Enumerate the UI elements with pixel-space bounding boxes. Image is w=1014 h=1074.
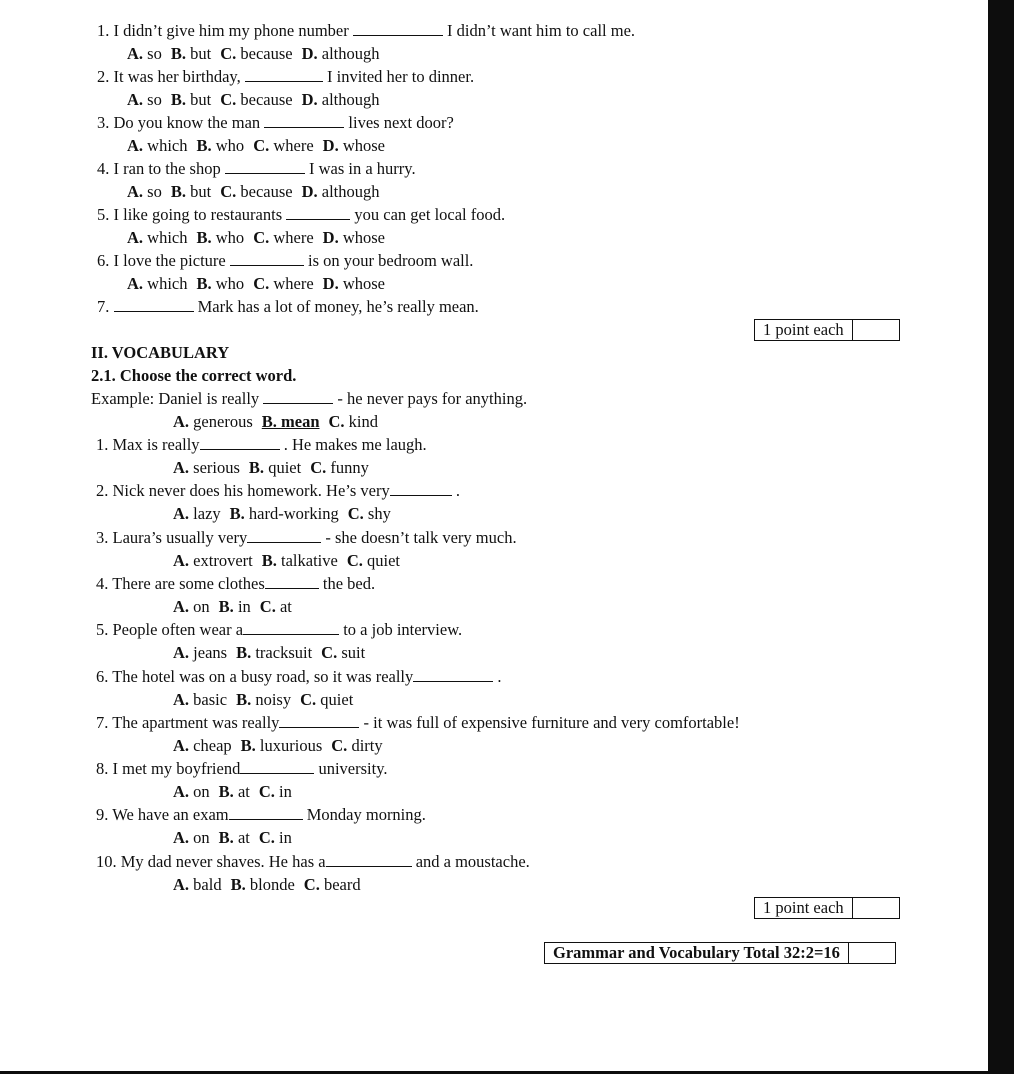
question-number: 1.: [96, 435, 109, 454]
vocabulary-subheading: 2.1. Choose the correct word.: [91, 366, 297, 385]
option-text: hard-working: [248, 504, 339, 524]
option-letter: A.: [127, 44, 144, 63]
vocabulary-question: [96, 481, 460, 501]
question-text: It was her birthday,: [113, 67, 241, 86]
answer-option[interactable]: [127, 44, 162, 63]
question-number: 2.: [97, 67, 110, 86]
question-text: I met my boyfriend: [112, 759, 241, 779]
options-row: [173, 736, 392, 756]
answer-option[interactable]: [347, 551, 400, 570]
grammar-question: [97, 159, 416, 179]
example-text: Example: Daniel is really: [91, 389, 260, 408]
answer-option[interactable]: [323, 136, 385, 155]
option-text: basic: [193, 689, 228, 709]
option-text: whose: [342, 136, 386, 155]
answer-blank[interactable]: [230, 252, 304, 266]
option-text: kind: [348, 412, 379, 431]
option-letter: B.: [196, 136, 212, 155]
answer-option[interactable]: [173, 412, 253, 431]
answer-option[interactable]: [236, 690, 291, 709]
vocabulary-score-box: [754, 897, 900, 919]
answer-option[interactable]: [173, 643, 227, 662]
option-letter: A.: [173, 689, 190, 709]
answer-option[interactable]: [302, 44, 380, 63]
answer-option[interactable]: [321, 643, 365, 662]
option-letter: A.: [173, 458, 190, 477]
answer-option[interactable]: [173, 828, 210, 847]
answer-option[interactable]: [220, 90, 292, 109]
option-text: although: [321, 44, 380, 63]
answer-option[interactable]: [259, 828, 292, 847]
option-text: where: [273, 136, 314, 155]
total-label: Grammar and Vocabulary Total 32:2=16: [545, 943, 849, 963]
option-letter: C.: [253, 274, 270, 293]
option-text: cheap: [193, 735, 232, 755]
score-label: 1 point each: [755, 320, 853, 340]
options-row: [173, 597, 301, 617]
option-text: funny: [330, 458, 369, 477]
option-letter: A.: [173, 735, 190, 755]
option-letter: C.: [253, 136, 270, 155]
option-letter: D.: [301, 90, 318, 109]
answer-option[interactable]: [249, 458, 301, 477]
question-number: 2.: [96, 481, 109, 501]
option-letter: B.: [218, 782, 234, 802]
answer-option[interactable]: [253, 274, 313, 293]
question-text: - it was full of expensive furniture and very comfortable!: [363, 712, 740, 732]
option-text: who: [215, 228, 245, 247]
answer-option[interactable]: [220, 44, 292, 63]
grammar-question: [97, 113, 454, 133]
answer-option[interactable]: [241, 736, 323, 755]
answer-option[interactable]: [236, 643, 312, 662]
question-number: 7.: [96, 712, 109, 732]
option-text: tracksuit: [255, 643, 313, 663]
option-letter: D.: [322, 228, 339, 247]
answer-blank[interactable]: [413, 668, 493, 682]
option-text: in: [279, 782, 292, 802]
answer-option[interactable]: [323, 274, 385, 293]
option-letter: A.: [127, 136, 144, 155]
question-text: Max is really: [112, 435, 200, 454]
option-text: quiet: [320, 689, 354, 709]
option-letter: A.: [127, 182, 144, 201]
option-letter: B.: [218, 828, 234, 848]
answer-option[interactable]: [310, 458, 369, 477]
options-row: [173, 504, 400, 524]
options-row: [127, 44, 389, 64]
answer-option[interactable]: [171, 44, 211, 63]
option-letter: C.: [300, 689, 317, 709]
answer-option[interactable]: [329, 412, 379, 431]
answer-option[interactable]: [304, 875, 361, 894]
answer-blank[interactable]: [265, 575, 319, 589]
grammar-question: [97, 297, 479, 317]
answer-option[interactable]: [219, 782, 250, 801]
answer-blank[interactable]: [286, 206, 350, 220]
option-text: suit: [341, 643, 366, 663]
option-letter: C.: [328, 412, 345, 431]
question-text: The apartment was really: [112, 712, 280, 732]
question-text: Do you know the man: [113, 113, 261, 132]
option-letter: C.: [310, 458, 327, 477]
answer-option[interactable]: [219, 597, 251, 616]
answer-option[interactable]: [230, 504, 339, 523]
question-text: you can get local food.: [354, 205, 506, 224]
answer-option[interactable]: [171, 90, 211, 109]
option-text: at: [279, 596, 292, 616]
example-question: [91, 389, 527, 409]
vocabulary-question: [96, 435, 427, 455]
option-letter: C.: [321, 643, 338, 663]
option-text: bald: [193, 874, 222, 894]
options-row: [173, 828, 301, 848]
vocabulary-question: [96, 667, 502, 687]
answer-blank[interactable]: [229, 806, 303, 820]
question-text: I invited her to dinner.: [326, 67, 475, 86]
grammar-score-box: [754, 319, 900, 341]
question-number: 4.: [96, 573, 109, 593]
option-letter: B.: [218, 596, 234, 616]
option-letter: B. mean: [261, 412, 320, 431]
options-row: [127, 228, 394, 248]
question-text: My dad never shaves. He has a: [120, 851, 326, 871]
option-letter: C.: [220, 90, 237, 109]
question-text: lives next door?: [348, 113, 454, 132]
score-input-cell[interactable]: [853, 320, 899, 340]
grammar-question: [97, 67, 474, 87]
question-text: university.: [318, 759, 388, 779]
option-letter: C.: [258, 782, 275, 802]
option-text: so: [147, 44, 162, 63]
answer-option[interactable]: [127, 90, 162, 109]
option-text: who: [215, 274, 245, 293]
option-letter: B.: [229, 504, 245, 524]
option-letter: B.: [248, 458, 265, 477]
question-text: People often wear a: [112, 620, 244, 640]
option-letter: D.: [322, 274, 339, 293]
answer-option[interactable]: [219, 828, 250, 847]
answer-blank[interactable]: [114, 298, 194, 312]
answer-option[interactable]: [171, 182, 211, 201]
total-score-box: [544, 942, 896, 964]
option-text: luxurious: [259, 735, 323, 755]
option-text: shy: [367, 504, 391, 524]
option-text: although: [321, 182, 380, 201]
option-letter: C.: [258, 828, 275, 848]
option-text: at: [237, 782, 250, 802]
option-letter: B.: [196, 228, 212, 247]
option-letter: C.: [259, 596, 276, 616]
answer-option[interactable]: [173, 458, 240, 477]
option-letter: A.: [173, 782, 190, 802]
option-text: because: [240, 90, 293, 109]
option-text: because: [240, 182, 293, 201]
options-row: [173, 551, 409, 571]
grammar-question: [97, 251, 473, 271]
question-text: I didn’t want him to call me.: [447, 21, 636, 40]
option-letter: A.: [173, 874, 190, 894]
option-text: whose: [342, 228, 386, 247]
answer-blank[interactable]: [240, 760, 314, 774]
option-letter: C.: [303, 874, 320, 894]
option-letter: B.: [170, 44, 186, 63]
option-text: so: [147, 182, 162, 201]
option-letter: A.: [127, 90, 144, 109]
options-row: [127, 136, 394, 156]
answer-blank[interactable]: [200, 436, 280, 450]
answer-option[interactable]: [127, 228, 188, 247]
question-number: 3.: [96, 527, 109, 547]
options-row: [127, 182, 389, 202]
option-letter: A.: [173, 828, 190, 848]
answer-option[interactable]: [173, 690, 227, 709]
question-number: 6.: [97, 251, 110, 270]
question-text: I like going to restaurants: [113, 205, 283, 224]
answer-blank[interactable]: [247, 529, 321, 543]
answer-blank[interactable]: [264, 114, 344, 128]
option-text: in: [279, 828, 292, 848]
question-text: We have an exam: [112, 805, 229, 825]
grammar-question: [97, 205, 505, 225]
grammar-question: [97, 21, 635, 41]
option-text: on: [193, 828, 210, 848]
option-letter: B.: [236, 643, 252, 663]
option-text: whose: [342, 274, 386, 293]
question-number: 3.: [97, 113, 110, 132]
option-text: where: [273, 228, 314, 247]
answer-blank[interactable]: [225, 160, 305, 174]
question-text: Mark has a lot of money, he’s really mean.: [197, 297, 479, 316]
option-text: talkative: [281, 550, 338, 570]
question-number: 9.: [96, 805, 109, 825]
answer-option[interactable]: [197, 274, 245, 293]
option-text: where: [273, 274, 314, 293]
option-letter: B.: [236, 689, 252, 709]
question-text: The hotel was on a busy road, so it was really: [112, 666, 414, 686]
question-text: .: [455, 481, 460, 501]
options-row: [173, 690, 362, 710]
option-letter: A.: [173, 643, 190, 663]
answer-option[interactable]: [331, 736, 382, 755]
question-number: 6.: [96, 666, 109, 686]
option-text: beard: [323, 874, 361, 894]
page-edge-shadow: [988, 0, 1014, 1074]
total-input-cell[interactable]: [849, 943, 895, 963]
question-text: to a job interview.: [343, 620, 463, 640]
answer-option[interactable]: [173, 504, 221, 523]
options-row: [173, 412, 387, 432]
answer-option[interactable]: [220, 182, 292, 201]
option-letter: B.: [240, 735, 256, 755]
answer-option[interactable]: [323, 228, 385, 247]
question-text: I was in a hurry.: [308, 159, 416, 178]
options-row: [173, 643, 374, 663]
option-letter: B.: [230, 874, 246, 894]
option-letter: C.: [346, 550, 363, 570]
answer-option[interactable]: [259, 782, 292, 801]
question-text: .: [497, 666, 502, 686]
option-letter: B.: [170, 182, 186, 201]
option-letter: B.: [261, 550, 277, 570]
option-letter: C.: [347, 504, 364, 524]
vocabulary-question: [96, 713, 740, 733]
option-text: which: [147, 136, 188, 155]
score-label: 1 point each: [755, 898, 853, 918]
option-letter: A.: [173, 504, 190, 524]
answer-option[interactable]: [173, 551, 253, 570]
option-text: which: [147, 274, 188, 293]
answer-blank[interactable]: [243, 621, 339, 635]
answer-option[interactable]: [260, 597, 292, 616]
option-text: at: [237, 828, 250, 848]
option-letter: A.: [127, 274, 144, 293]
answer-option[interactable]: [173, 875, 222, 894]
answer-option[interactable]: [173, 736, 232, 755]
vocabulary-question: [96, 759, 388, 779]
example-text: - he never pays for anything.: [337, 389, 528, 408]
option-letter: C.: [220, 44, 237, 63]
options-row: [173, 875, 370, 895]
question-number: 1.: [97, 21, 110, 40]
option-text: generous: [193, 412, 253, 431]
question-text: I ran to the shop: [113, 159, 221, 178]
options-row: [173, 782, 301, 802]
question-text: Laura’s usually very: [112, 527, 248, 547]
option-text: on: [193, 596, 210, 616]
question-text: Monday morning.: [306, 805, 426, 825]
answer-option[interactable]: [348, 504, 391, 523]
vocabulary-question: [96, 574, 375, 594]
option-text: who: [215, 136, 245, 155]
option-text: on: [193, 782, 210, 802]
score-input-cell[interactable]: [853, 898, 899, 918]
option-letter: D.: [301, 44, 318, 63]
option-letter: A.: [173, 550, 190, 570]
option-letter: D.: [301, 182, 318, 201]
answer-option[interactable]: [262, 551, 338, 570]
option-text: but: [190, 90, 212, 109]
vocabulary-question: [96, 620, 462, 640]
answer-blank[interactable]: [353, 22, 443, 36]
option-text: jeans: [193, 643, 228, 663]
question-text: . He makes me laugh.: [283, 435, 427, 454]
option-text: dirty: [351, 735, 383, 755]
option-text: lazy: [193, 504, 221, 524]
answer-option[interactable]: [231, 875, 295, 894]
answer-blank[interactable]: [245, 68, 323, 82]
question-text: I didn’t give him my phone number: [113, 21, 349, 40]
option-text: quiet: [366, 550, 400, 570]
answer-option[interactable]: [197, 136, 245, 155]
answer-option[interactable]: [253, 228, 313, 247]
option-text: blonde: [249, 874, 295, 894]
option-letter: C.: [253, 228, 270, 247]
answer-option[interactable]: [127, 274, 188, 293]
option-text: noisy: [255, 689, 292, 709]
option-letter: A.: [173, 412, 190, 431]
option-text: but: [190, 44, 212, 63]
answer-option[interactable]: [253, 136, 313, 155]
answer-option[interactable]: [300, 690, 353, 709]
options-row: [127, 274, 394, 294]
question-number: 10.: [96, 851, 117, 871]
option-text: so: [147, 90, 162, 109]
question-text: and a moustache.: [415, 851, 530, 871]
question-text: There are some clothes: [112, 573, 265, 593]
question-number: 5.: [97, 205, 110, 224]
example-blank[interactable]: [263, 390, 333, 404]
answer-option[interactable]: [173, 782, 210, 801]
answer-option[interactable]: [302, 90, 380, 109]
vocabulary-question: [96, 852, 530, 872]
question-number: 5.: [96, 620, 109, 640]
option-letter: A.: [127, 228, 144, 247]
answer-option[interactable]: [262, 412, 320, 431]
question-number: 7.: [97, 297, 110, 316]
options-row: [127, 90, 389, 110]
question-text: the bed.: [322, 573, 376, 593]
option-text: which: [147, 228, 188, 247]
answer-option[interactable]: [302, 182, 380, 201]
vocabulary-heading: II. VOCABULARY: [91, 343, 230, 362]
question-number: 8.: [96, 759, 109, 779]
answer-option[interactable]: [127, 136, 188, 155]
option-text: quiet: [268, 458, 302, 477]
answer-blank[interactable]: [279, 714, 359, 728]
option-letter: B.: [196, 274, 212, 293]
answer-blank[interactable]: [326, 853, 412, 867]
answer-option[interactable]: [173, 597, 210, 616]
question-text: is on your bedroom wall.: [308, 251, 474, 270]
option-letter: A.: [173, 596, 190, 616]
question-number: 4.: [97, 159, 110, 178]
option-letter: C.: [220, 182, 237, 201]
question-text: I love the picture: [113, 251, 226, 270]
options-row: [173, 458, 378, 478]
question-text: Nick never does his homework. He’s very: [112, 481, 390, 501]
option-text: because: [240, 44, 293, 63]
option-text: but: [190, 182, 212, 201]
answer-blank[interactable]: [390, 482, 452, 496]
option-text: extrovert: [193, 550, 253, 570]
option-text: in: [237, 596, 251, 616]
question-text: - she doesn’t talk very much.: [325, 527, 517, 547]
option-text: although: [321, 90, 380, 109]
option-letter: D.: [322, 136, 339, 155]
option-text: serious: [193, 458, 240, 477]
answer-option[interactable]: [197, 228, 245, 247]
option-letter: C.: [331, 735, 348, 755]
answer-option[interactable]: [127, 182, 162, 201]
vocabulary-question: [96, 528, 517, 548]
option-letter: B.: [170, 90, 186, 109]
vocabulary-question: [96, 805, 426, 825]
